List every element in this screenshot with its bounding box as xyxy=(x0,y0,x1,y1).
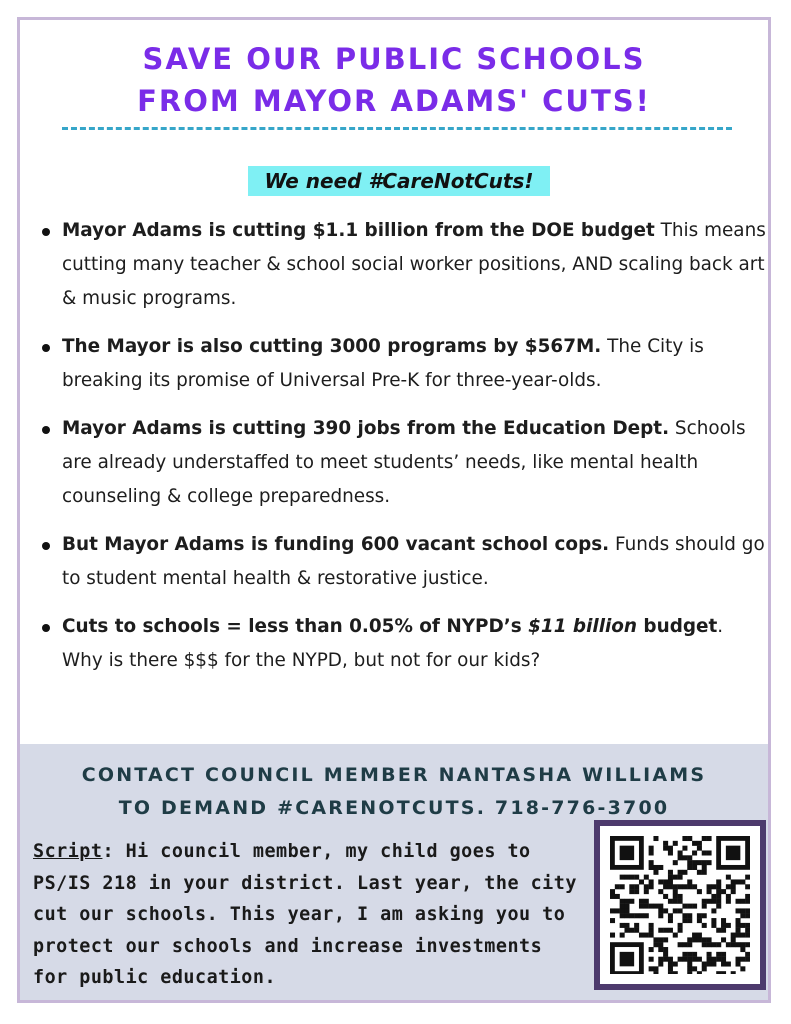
bullet-text: Funds should go to student mental health & restorative justice. xyxy=(62,534,765,589)
bullet-bold: But Mayor Adams is funding 600 vacant school cops. xyxy=(62,534,610,555)
script-label: Script xyxy=(33,841,103,862)
bullet-bold-2: budget xyxy=(637,616,718,637)
list-item xyxy=(38,214,768,316)
bullet-text: This means cutting many teacher & school social worker positions, AND scaling back art & music programs. xyxy=(62,220,766,309)
contact-heading xyxy=(20,759,768,825)
contact-line-1: CONTACT COUNCIL MEMBER NANTASHA WILLIAMS xyxy=(81,764,707,786)
tagline-badge: We need #CareNotCuts! xyxy=(248,166,550,196)
bullet-text: Schools are already understaffed to meet students’ needs, like mental health counseling & college preparedness. xyxy=(62,418,746,507)
bullet-text: . Why is there $$$ for the NYPD, but not for our kids? xyxy=(62,616,724,671)
contact-section xyxy=(20,744,768,1003)
bullet-bold: The Mayor is also cutting 3000 programs by $567M. xyxy=(62,336,602,357)
bullet-bold-italic: $11 billion xyxy=(528,616,638,637)
list-item xyxy=(38,412,768,514)
dashed-divider xyxy=(62,127,732,130)
bullet-list xyxy=(38,214,768,692)
call-script xyxy=(33,836,578,994)
title-line-1: SAVE OUR PUBLIC SCHOOLS xyxy=(142,42,646,76)
bullet-bold: Mayor Adams is cutting 390 jobs from the Education Dept. xyxy=(62,418,670,439)
bullet-dot-icon xyxy=(42,542,50,550)
title-line-2: FROM MAYOR ADAMS' CUTS! xyxy=(137,84,651,118)
list-item xyxy=(38,610,768,678)
script-text: : Hi council member, my child goes to PS/IS 218 in your district. Last year, the city cut our schools. This year, I am asking you to protect our schools and increase investments for public education. xyxy=(33,841,577,988)
bullet-bold: Cuts to schools = less than 0.05% of NYPD’s xyxy=(62,616,529,637)
bullet-text: The City is breaking its promise of Universal Pre-K for three-year-olds. xyxy=(62,336,704,391)
qr-code-icon xyxy=(610,836,750,974)
qr-code[interactable] xyxy=(594,820,766,990)
bullet-dot-icon xyxy=(42,228,50,236)
bullet-dot-icon xyxy=(42,344,50,352)
bullet-bold: Mayor Adams is cutting $1.1 billion from the DOE budget xyxy=(62,220,655,241)
bullet-dot-icon xyxy=(42,426,50,434)
flyer-frame xyxy=(17,17,771,1003)
bullet-dot-icon xyxy=(42,624,50,632)
flyer-title xyxy=(20,38,768,122)
list-item xyxy=(38,330,768,398)
contact-line-2: TO DEMAND #CARENOTCUTS. 718-776-3700 xyxy=(118,797,670,819)
list-item xyxy=(38,528,768,596)
